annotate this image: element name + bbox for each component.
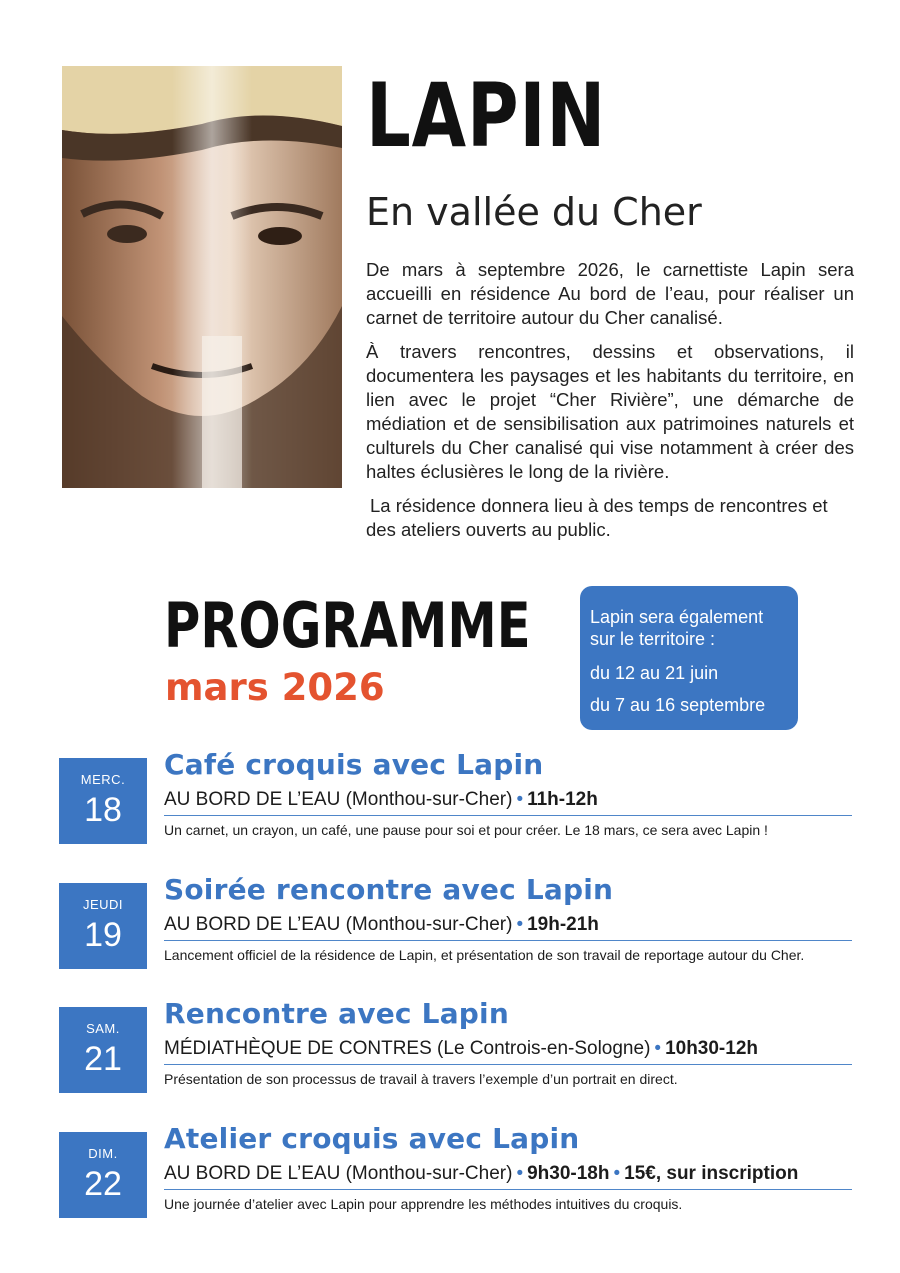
date-badge <box>59 1132 147 1218</box>
separator-dot: • <box>613 1163 621 1184</box>
event-venue: AU BORD DE L’EAU (Monthou-sur-Cher) <box>164 789 513 810</box>
divider <box>164 940 852 941</box>
event-description: Une journée d’atelier avec Lapin pour apprendre les méthodes intuitives du croquis. <box>164 1196 683 1212</box>
separator-dot: • <box>654 1038 662 1059</box>
separator-dot: • <box>516 1163 524 1184</box>
event-time: 19h-21h <box>527 914 599 935</box>
subtitle: En vallée du Cher <box>366 190 702 234</box>
notice-heading: Lapin sera également sur le territoire : <box>590 607 764 649</box>
event-day-number: 18 <box>84 791 122 829</box>
portrait-illustration <box>62 66 342 488</box>
event-location-line <box>164 1162 798 1186</box>
event-location-line <box>164 913 599 937</box>
divider <box>164 1064 852 1065</box>
event-description: Un carnet, un crayon, un café, une pause pour soi et pour créer. Le 18 mars, ce sera avec Lapin ! <box>164 822 768 838</box>
date-badge <box>59 1007 147 1093</box>
programme-title: PROGRAMME <box>164 589 531 662</box>
intro-text <box>366 258 854 552</box>
event-weekday: SAM. <box>86 1021 120 1036</box>
event-venue: MÉDIATHÈQUE DE CONTRES (Le Controis-en-Sologne) <box>164 1038 651 1059</box>
event-item <box>0 997 900 1097</box>
event-venue: AU BORD DE L’EAU (Monthou-sur-Cher) <box>164 914 513 935</box>
event-venue: AU BORD DE L’EAU (Monthou-sur-Cher) <box>164 1163 513 1184</box>
artist-portrait-photo <box>62 66 342 488</box>
divider <box>164 815 852 816</box>
artist-name-title: LAPIN <box>366 64 607 167</box>
separator-dot: • <box>516 789 524 810</box>
event-description: Présentation de son processus de travail à travers l’exemple d’un portrait en direct. <box>164 1071 678 1087</box>
event-title: Rencontre avec Lapin <box>164 997 509 1030</box>
event-title: Soirée rencontre avec Lapin <box>164 873 614 906</box>
event-location-line <box>164 788 598 812</box>
availability-notice <box>580 586 798 730</box>
event-description: Lancement officiel de la résidence de Lapin, et présentation de son travail de reportage autour du Cher. <box>164 947 805 963</box>
date-badge <box>59 758 147 844</box>
date-badge <box>59 883 147 969</box>
intro-paragraph-1: De mars à septembre 2026, le carnettiste Lapin sera accueilli en résidence Au bord de l’eau, pour réaliser un carnet de territoire autour du Cher canalisé. <box>366 259 854 328</box>
event-item <box>0 748 900 848</box>
event-weekday: JEUDI <box>82 897 124 912</box>
event-weekday: DIM. <box>88 1146 118 1161</box>
notice-date: du 12 au 21 juin <box>590 663 719 683</box>
intro-paragraph-3: La résidence donnera lieu à des temps de rencontres et des ateliers ouverts au public. <box>366 495 828 540</box>
event-title: Café croquis avec Lapin <box>164 748 544 781</box>
programme-month: mars 2026 <box>165 666 385 709</box>
event-time: 10h30-12h <box>665 1038 759 1059</box>
event-time: 11h-12h <box>527 789 598 810</box>
event-title: Atelier croquis avec Lapin <box>164 1122 580 1155</box>
event-day-number: 21 <box>84 1040 122 1078</box>
event-item <box>0 873 900 973</box>
intro-paragraph-2: À travers rencontres, dessins et observations, il documentera les paysages et les habitants du territoire, en lien avec le projet “Cher Rivière”, une démarche de médiation et de sensibilisation aux patrimoines naturels et culturels du Cher canalisé qui vise notamment à créer des haltes éclusières le long de la rivière. <box>366 341 854 482</box>
event-price: 15€, sur inscription <box>624 1163 799 1184</box>
notice-date: du 7 au 16 septembre <box>590 695 766 715</box>
event-item <box>0 1122 900 1222</box>
event-weekday: MERC. <box>80 772 126 787</box>
event-day-number: 19 <box>84 916 122 954</box>
divider <box>164 1189 852 1190</box>
event-time: 9h30-18h <box>527 1163 610 1184</box>
event-day-number: 22 <box>84 1165 122 1203</box>
separator-dot: • <box>516 914 524 935</box>
event-location-line <box>164 1037 758 1061</box>
